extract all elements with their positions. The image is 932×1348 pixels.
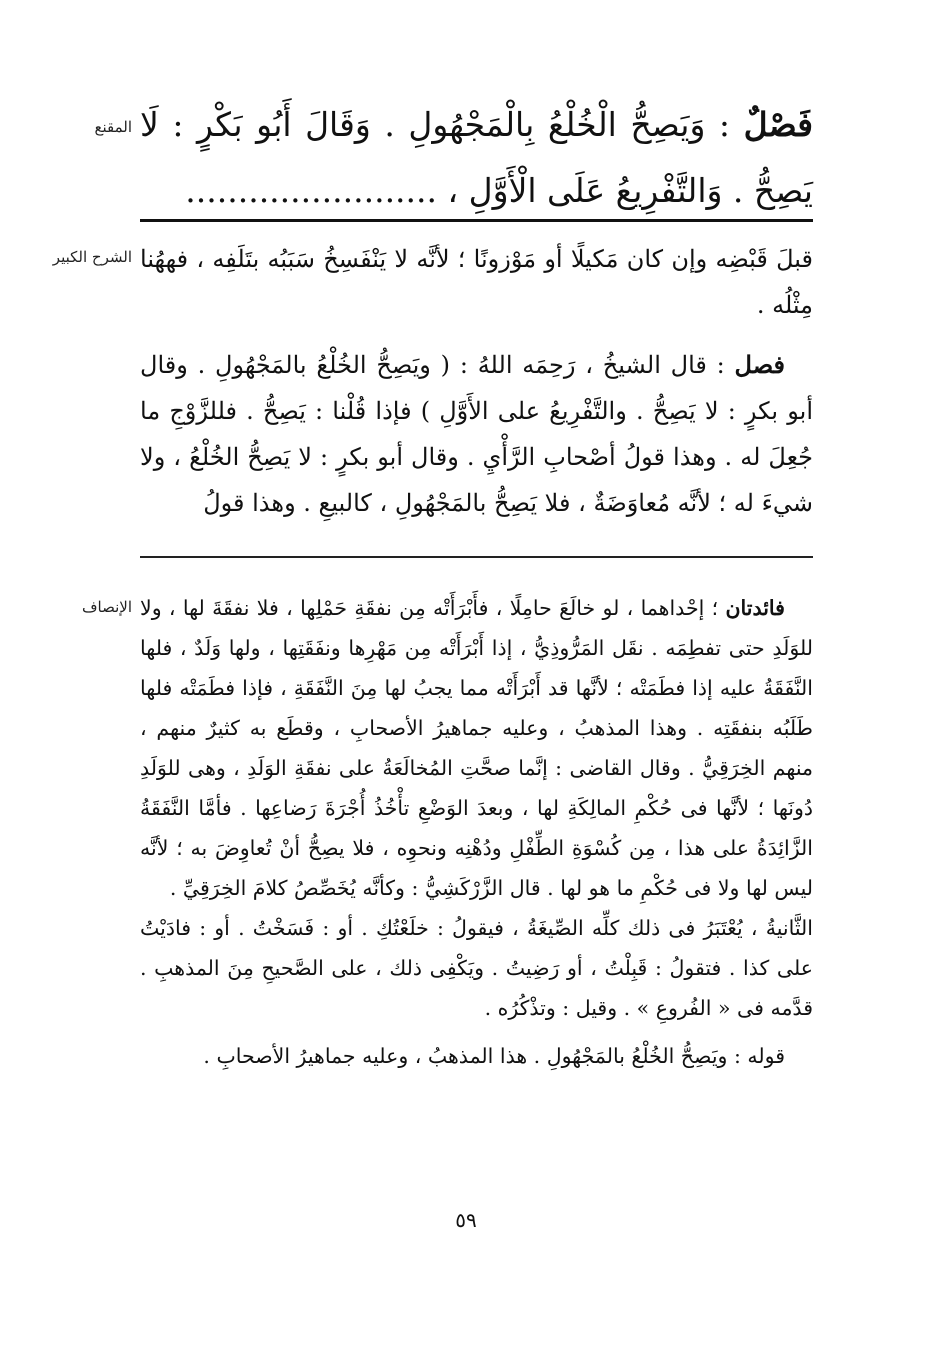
insaf-body-1: ؛ إحْداهما ، لو خالَعَ حامِلًا ، فأَبْرَأَتْه مِن نفقَةِ حَمْلِها ، فلا نفقَةَ لها ، ولا للوَلَدِ حتى تفطِمَه . نقَل المَرُّوذِيُّ ، إذا أَبْرَأَتْه مِن مَهْرِها ونفَقَتِها ، ولها وَلَدٌ ، فلها النَّفَقَةُ عليه إذا فطَمَتْه ؛ لأنَّها قد أَبْرَأَتْه مما يجبُ لها مِنَ النَّفَقَةِ ، فإذا فطَمَتْه فلها طَلَبُه بنفقَتِه . وهذا المذهبُ ، وعليه جماهيرُ الأصحابِ ، وقطَع به كثيرٌ منهم ، منهم الخِرَقِيُّ . وقال القاضى : إنَّما صحَّتِ المُخالَعَةُ على نفقَةِ الوَلَدِ ، وهى للوَلَدِ دُونَها ؛ لأنَّها فى حُكْمِ المالِكَةِ لها ، وبعدَ الوَضْعِ تأْخُذُ أُجْرَةَ رَضاعِها . فأمَّا النَّفَقَةُ الزَّائِدَةُ على هذا ، مِن كُسْوَةِ الطِّفْلِ ودُهْنِه ونحوِه ، فلا يصِحُّ أنْ تُعاوِضَ به ؛ لأنَّه ليس لها ولا فى حُكْمِ ما هو لها . قال الزَّرْكَشِيُّ : وكأنَّه يُخَصِّصُ كلامَ الخِرَقِيِّ . xyxy=(140,596,813,900)
insaf-paragraph-1 xyxy=(140,588,813,908)
sharh-text-block xyxy=(140,236,813,526)
muqni-text-block xyxy=(140,92,813,224)
section-label-insaf: الإنصاف xyxy=(81,598,132,616)
muqni-paragraph xyxy=(140,92,813,224)
section-label-muqni: المقنع xyxy=(94,118,132,136)
section-divider-thick xyxy=(140,219,813,222)
insaf-heading: فائدتان xyxy=(725,596,785,620)
insaf-paragraph-2: الثَّانيةُ ، يُعْتَبَرُ فى ذلك كلِّه الصِّيغَةُ ، فيقولُ : خلَعْتُكِ . أو : فَسَخْتُ . أو : فادَيْتُ على كذا . فتقولُ : قَبِلْتُ ، أو رَضِيتُ . ويَكْفِى ذلك ، على الصَّحيحِ مِنَ المذهبِ . قدَّمه فى « الفُروعِ » . وقيل : وتذْكُرُه . xyxy=(140,916,813,1020)
sharh-paragraph-2 xyxy=(140,342,813,526)
section-divider-thin xyxy=(140,556,813,558)
section-label-sharh: الشرح الكبير xyxy=(52,248,132,266)
sharh-paragraph-1: قبلَ قَبْضِه وإن كان مَكيلًا أو مَوْزونًا ؛ لأنَّه لا يَنْفَسِخُ سَبَبُه بتَلَفِه ، فههُنا مِثْلُه . xyxy=(140,245,813,319)
insaf-paragraph-3: قوله : ويَصِحُّ الخُلْعُ بالمَجْهُولِ . هذا المذهبُ ، وعليه جماهيرُ الأصحابِ . xyxy=(203,1044,785,1068)
sharh-heading: فصل xyxy=(734,350,785,379)
page-number: ٥٩ xyxy=(455,1208,477,1232)
sharh-body: : قال الشيخُ ، رَحِمَه اللهُ : ( ويَصِحُّ الخُلْعُ بالمَجْهُولِ . وقال أبو بكرٍ : لا يَصِحُّ . والتَّفْرِيعُ على الأَوَّلِ ) فإذا قُلْنا : يَصِحُّ . فللزَّوْجِ ما جُعِلَ له . وهذا قولُ أصْحابِ الرَّأْيِ . وقال أبو بكرٍ : لا يَصِحُّ الخُلْعُ ، ولا شيءَ له ؛ لأنَّه مُعاوَضَةٌ ، فلا يَصِحُّ بالمَجْهُولِ ، كالبيعِ . وهذا قولُ xyxy=(140,351,813,517)
muqni-body: : وَيَصِحُّ الْخُلْعُ بِالْمَجْهُولِ . وَقَالَ أَبُو بَكْرٍ : لَا يَصِحُّ . وَالتَّفْرِيعُ عَلَى الْأَوَّلِ ، ........................ xyxy=(140,105,813,210)
muqni-heading: فَصْلٌ xyxy=(743,105,813,144)
insaf-text-block xyxy=(140,588,813,1076)
